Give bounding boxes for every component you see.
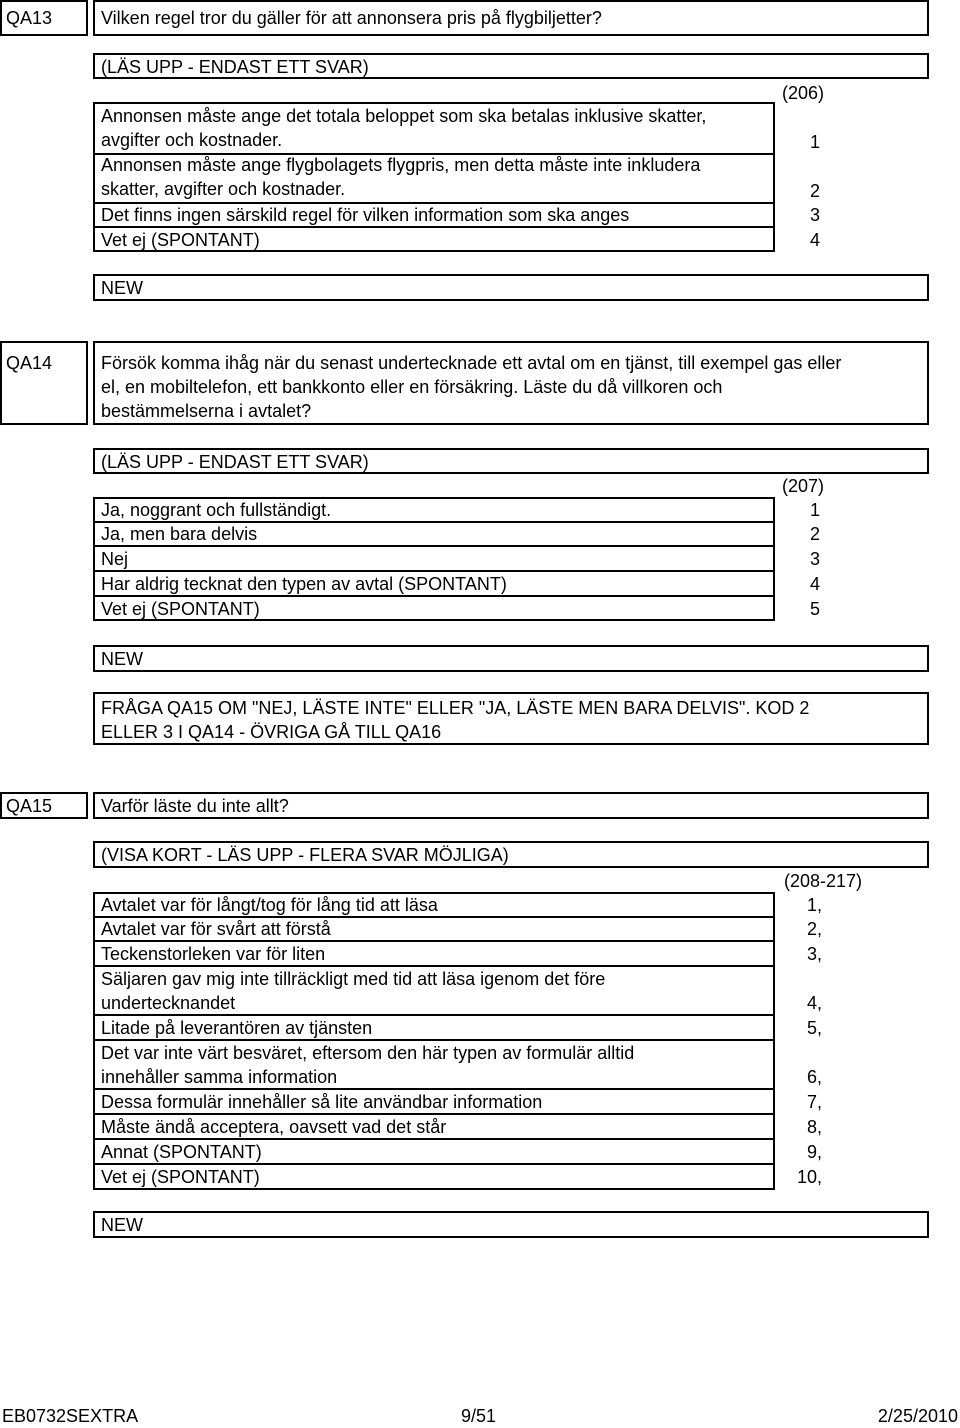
- qa13-option-3-label: Det finns ingen särskild regel för vilken information som ska anges: [101, 205, 630, 225]
- footer-date: 2/25/2010: [877, 1406, 958, 1426]
- qa15-instruction: (VISA KORT - LÄS UPP - FLERA SVAR MÖJLIGA): [101, 845, 509, 865]
- qa15-option-2-code: 2,: [806, 919, 822, 939]
- footer-doc-id: EB0732SEXTRA: [2, 1406, 139, 1426]
- qa13-option-4-label: Vet ej (SPONTANT): [101, 230, 260, 250]
- qa14-column-code: (207): [781, 476, 824, 496]
- qa15-option-8-code: 8,: [806, 1117, 822, 1137]
- qa15-option-6-code: 6,: [806, 1067, 822, 1087]
- qa15-option-5-label: Litade på leverantören av tjänsten: [101, 1018, 373, 1038]
- qa15-new-box: [93, 1211, 929, 1238]
- qa15-question: Varför läste du inte allt?: [101, 796, 289, 816]
- qa13-option-4-code: 4: [809, 230, 820, 250]
- qa13-option-1-line1: Annonsen måste ange det totala beloppet som ska betalas inklusive skatter,: [101, 106, 707, 126]
- qa15-option-4-code: 4,: [806, 993, 822, 1013]
- qa14-question-line2: el, en mobiltelefon, ett bankkonto eller en försäkring. Läste du då villkoren och: [101, 377, 723, 397]
- qa13-option-3-code: 3: [809, 205, 820, 225]
- qa15-option-4-line1: Säljaren gav mig inte tillräckligt med tid att läsa igenom det före: [101, 969, 606, 989]
- qa14-routing-line1: FRÅGA QA15 OM "NEJ, LÄSTE INTE" ELLER "JA, LÄSTE MEN BARA DELVIS". KOD 2: [101, 698, 810, 718]
- qa14-option-3-label: Nej: [101, 549, 129, 569]
- qa13-option-1-line2: avgifter och kostnader.: [101, 130, 283, 150]
- qa14-routing-line2: ELLER 3 I QA14 - ÖVRIGA GÅ TILL QA16: [101, 722, 442, 742]
- qa15-option-3-code: 3,: [806, 944, 822, 964]
- qa15-option-7-code: 7,: [806, 1092, 822, 1112]
- qa15-option-1-code: 1,: [806, 895, 822, 915]
- qa15-option-2-label: Avtalet var för svårt att förstå: [101, 919, 331, 939]
- qa14-option-2-code: 2: [809, 524, 820, 544]
- qa13-id: QA13: [6, 8, 53, 28]
- qa14-option-1-label: Ja, noggrant och fullständigt.: [101, 500, 332, 520]
- qa14-new-box: [93, 645, 929, 672]
- qa15-option-9-label: Annat (SPONTANT): [101, 1142, 262, 1162]
- qa15-option-1-label: Avtalet var för långt/tog för lång tid att läsa: [101, 895, 438, 915]
- qa15-option-9-code: 9,: [806, 1142, 822, 1162]
- qa15-option-3-label: Teckenstorleken var för liten: [101, 944, 326, 964]
- qa14-option-2-label: Ja, men bara delvis: [101, 524, 258, 544]
- qa13-new-box: [93, 274, 929, 301]
- qa13-column-code: (206): [781, 83, 824, 103]
- qa14-option-4-label: Har aldrig tecknat den typen av avtal (SPONTANT): [101, 574, 507, 594]
- qa15-new-label: NEW: [101, 1215, 143, 1235]
- qa15-option-10-code: 10,: [796, 1167, 822, 1187]
- qa14-new-label: NEW: [101, 649, 143, 669]
- qa13-question: Vilken regel tror du gäller för att annonsera pris på flygbiljetter?: [101, 8, 602, 28]
- qa15-option-8-label: Måste ändå acceptera, oavsett vad det står: [101, 1117, 447, 1137]
- qa14-option-4-code: 4: [809, 574, 820, 594]
- qa15-option-5-code: 5,: [806, 1018, 822, 1038]
- qa15-option-6-line2: innehåller samma information: [101, 1067, 338, 1087]
- qa14-option-5-code: 5: [809, 599, 820, 619]
- qa15-option-7-label: Dessa formulär innehåller så lite användbar information: [101, 1092, 543, 1112]
- qa15-id: QA15: [6, 796, 53, 816]
- qa15-option-10-label: Vet ej (SPONTANT): [101, 1167, 260, 1187]
- qa13-option-2-line2: skatter, avgifter och kostnader.: [101, 179, 346, 199]
- qa14-option-1-code: 1: [809, 500, 820, 520]
- footer-page-number: 9/51: [461, 1406, 497, 1426]
- qa13-new-label: NEW: [101, 278, 143, 298]
- qa14-id: QA14: [6, 353, 53, 373]
- qa13-option-1-code: 1: [809, 132, 820, 152]
- qa14-option-3-code: 3: [809, 549, 820, 569]
- qa14-instruction: (LÄS UPP - ENDAST ETT SVAR): [101, 452, 369, 472]
- qa13-option-2-code: 2: [809, 181, 820, 201]
- qa15-column-code: (208-217): [783, 871, 862, 891]
- qa15-option-6-line1: Det var inte värt besväret, eftersom den här typen av formulär alltid: [101, 1043, 635, 1063]
- qa13-instruction: (LÄS UPP - ENDAST ETT SVAR): [101, 57, 369, 77]
- qa14-option-5-label: Vet ej (SPONTANT): [101, 599, 260, 619]
- qa15-option-4-line2: undertecknandet: [101, 993, 236, 1013]
- qa14-question-line3: bestämmelserna i avtalet?: [101, 401, 312, 421]
- qa13-option-2-line1: Annonsen måste ange flygbolagets flygpris, men detta måste inte inkludera: [101, 155, 701, 175]
- qa14-question-line1: Försök komma ihåg när du senast undertecknade ett avtal om en tjänst, till exempel gas eller: [101, 353, 842, 373]
